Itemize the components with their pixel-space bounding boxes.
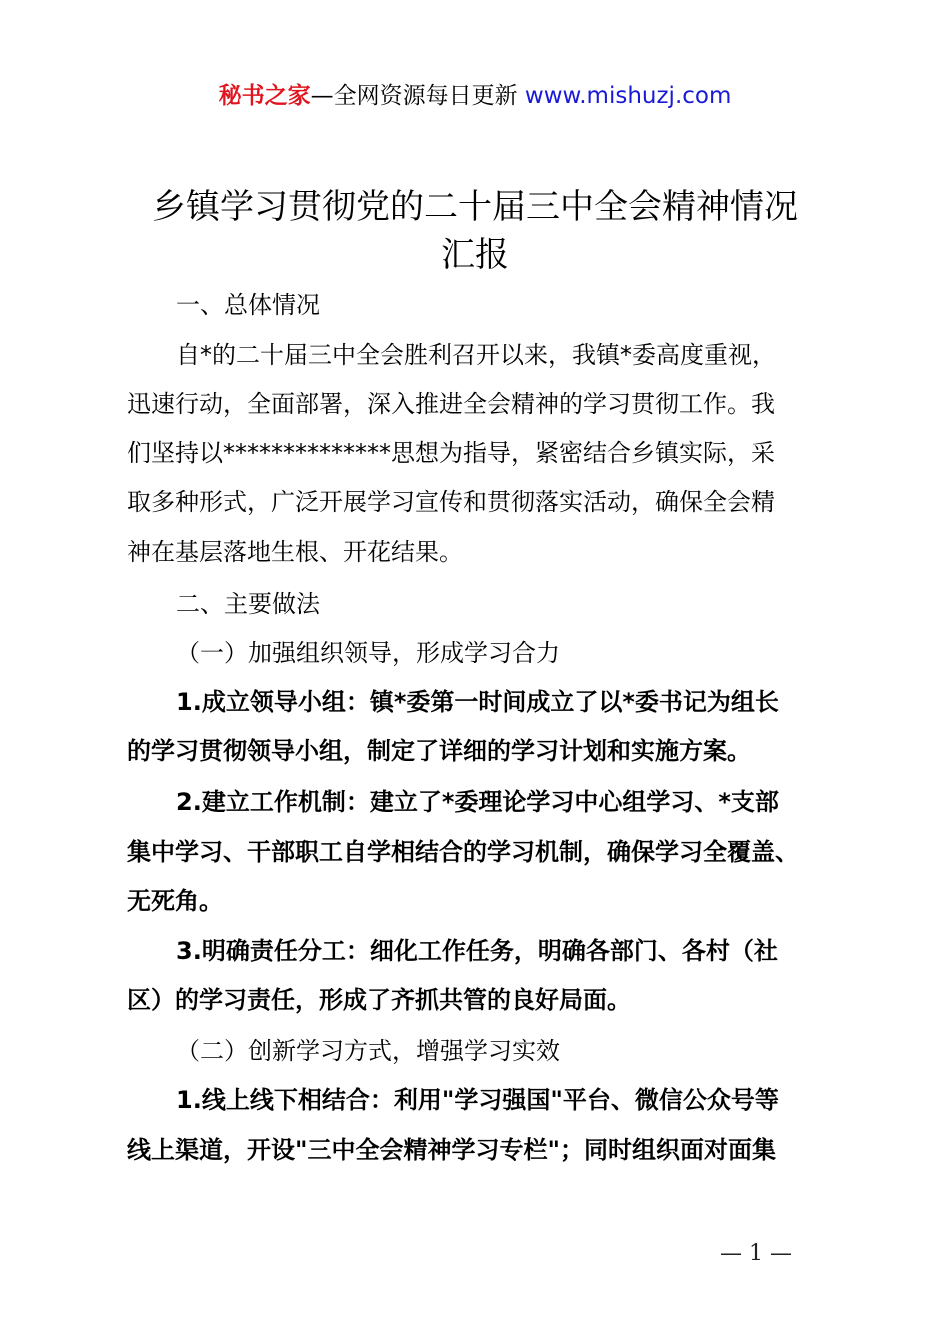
paragraph-line-bold: 无死角。 bbox=[127, 887, 223, 915]
site-url-link[interactable]: www.mishuzj.com bbox=[524, 83, 732, 109]
site-tagline: —全网资源每日更新 bbox=[310, 83, 525, 109]
site-brand: 秘书之家 bbox=[218, 83, 311, 109]
page-number: — 1 — bbox=[720, 1241, 792, 1266]
paragraph-line-bold: 区）的学习责任，形成了齐抓共管的良好局面。 bbox=[127, 986, 631, 1014]
paragraph-line-bold: 的学习贯彻领导小组，制定了详细的学习计划和实施方案。 bbox=[127, 737, 751, 765]
paragraph-line-bold: 2.建立工作机制：建立了*委理论学习中心组学习、*支部 bbox=[176, 788, 779, 816]
paragraph-line-bold: 线上渠道，开设"三中全会精神学习专栏"；同时组织面对面集 bbox=[127, 1136, 777, 1164]
subsection-heading: （一）加强组织领导，形成学习合力 bbox=[176, 639, 560, 667]
site-banner bbox=[0, 78, 950, 114]
paragraph-line-bold: 1.成立领导小组：镇*委第一时间成立了以*委书记为组长 bbox=[176, 688, 779, 716]
paragraph-line-bold: 3.明确责任分工：细化工作任务，明确各部门、各村（社 bbox=[176, 937, 778, 965]
paragraph-line: 取多种形式，广泛开展学习宣传和贯彻落实活动，确保全会精 bbox=[127, 488, 775, 516]
paragraph-line-bold: 集中学习、干部职工自学相结合的学习机制，确保学习全覆盖、 bbox=[127, 838, 799, 866]
paragraph-line: 们坚持以**************思想为指导，紧密结合乡镇实际，采 bbox=[127, 439, 775, 467]
document-title-line-1: 乡镇学习贯彻党的二十届三中全会精神情况 bbox=[152, 187, 798, 227]
paragraph-line: 迅速行动，全面部署，深入推进全会精神的学习贯彻工作。我 bbox=[127, 390, 775, 418]
document-title-line-2: 汇报 bbox=[441, 235, 509, 275]
section-heading: 二、主要做法 bbox=[176, 590, 320, 618]
section-heading: 一、总体情况 bbox=[176, 291, 320, 319]
paragraph-line: 自*的二十届三中全会胜利召开以来，我镇*委高度重视， bbox=[176, 341, 776, 369]
subsection-heading: （二）创新学习方式，增强学习实效 bbox=[176, 1037, 560, 1065]
paragraph-line: 神在基层落地生根、开花结果。 bbox=[127, 538, 463, 566]
paragraph-line-bold: 1.线上线下相结合：利用"学习强国"平台、微信公众号等 bbox=[176, 1086, 779, 1114]
